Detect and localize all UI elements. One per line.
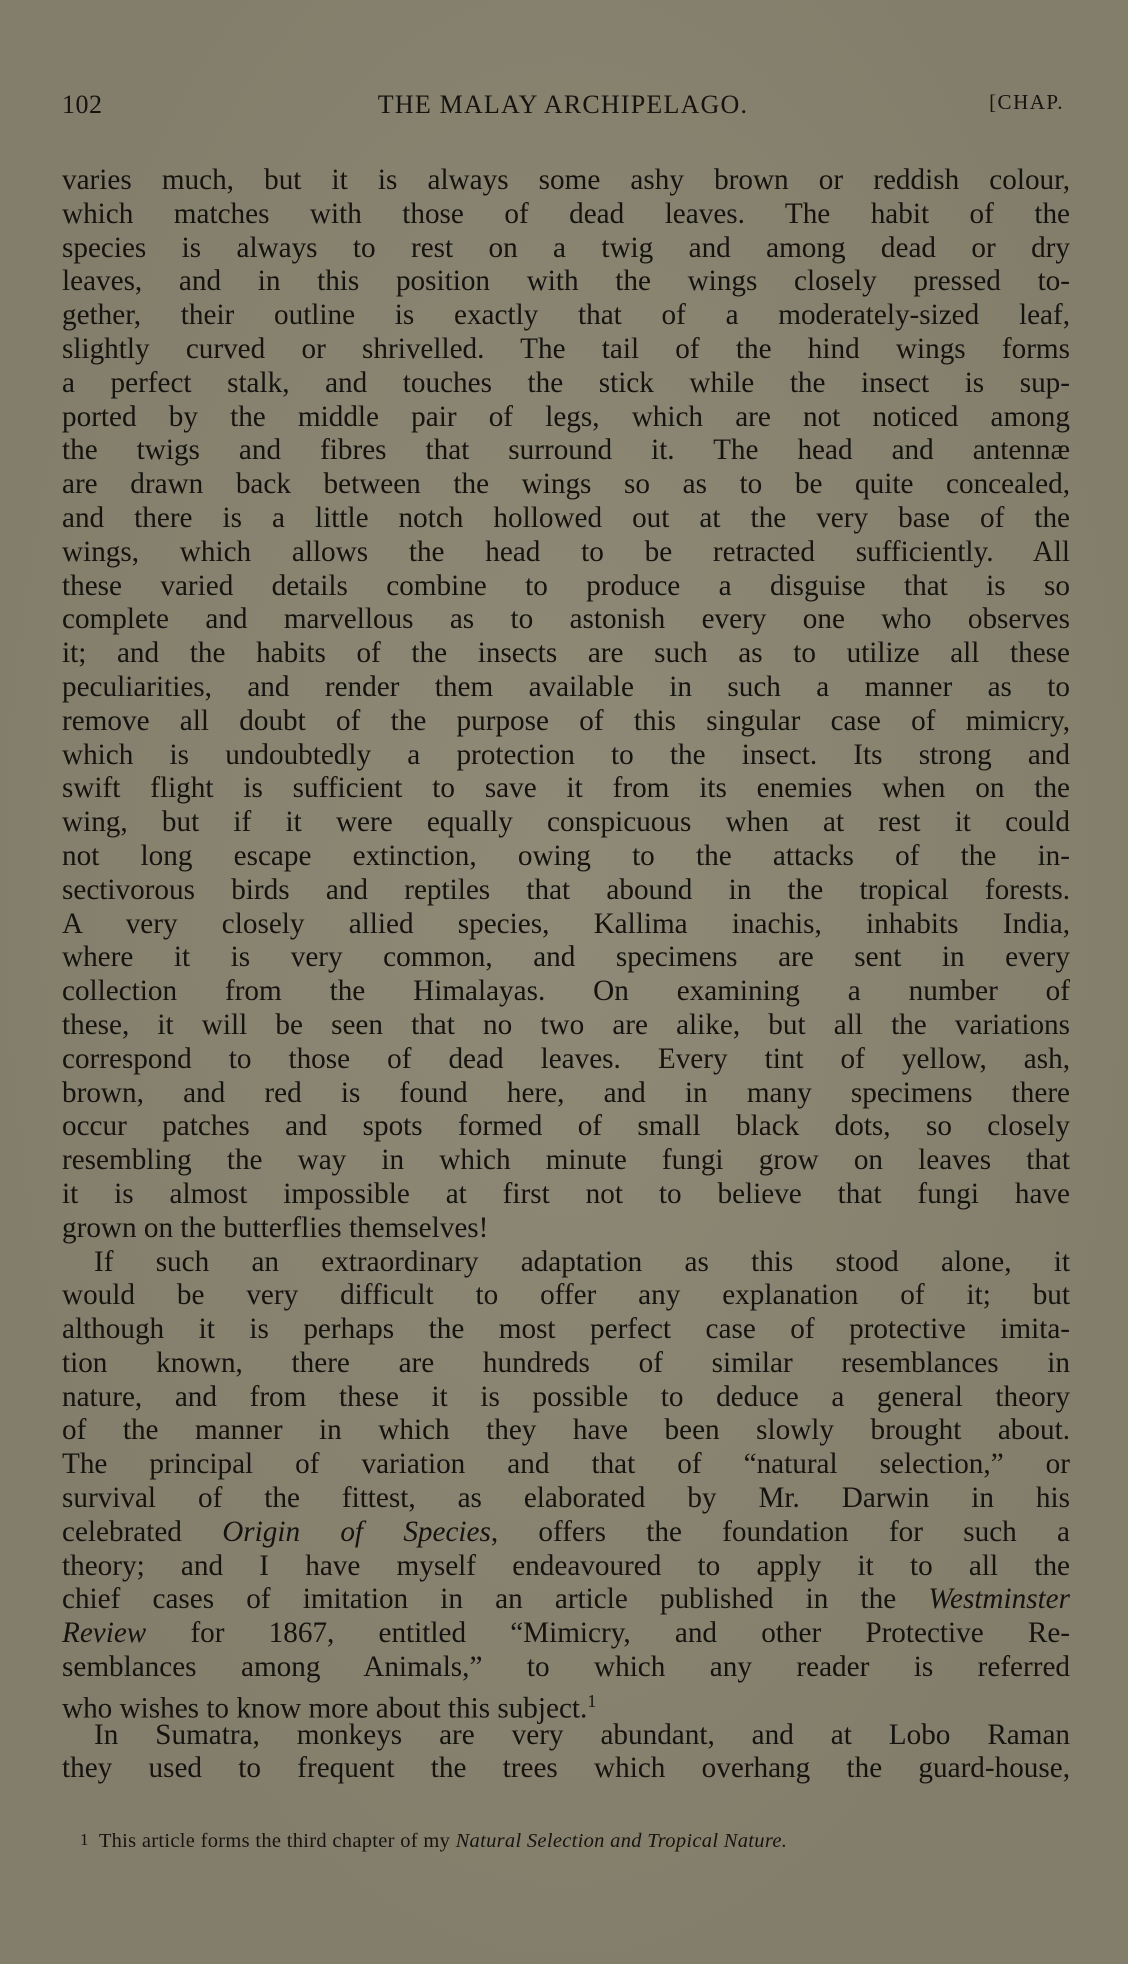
text-line: slightly curved or shrivelled. The tail of the hind wings forms [62,332,1070,365]
text-line: remove all doubt of the purpose of this singular case of mimicry, [62,704,1070,737]
journal-title-review: Review [62,1617,147,1650]
text-line: these, it will be seen that no two are alike, but all the variations [62,1008,1070,1041]
footnote-mark: 1 [80,1830,89,1849]
text-line: collection from the Himalayas. On examining a number of [62,975,1070,1008]
text-line: correspond to those of dead leaves. Every tint of yellow, ash, [62,1042,1070,1075]
footnote-reference: 1 [587,1690,597,1711]
text-segment: who wishes to know more about this subject. [62,1692,588,1725]
text-segment: , offers the foundation for such a [490,1515,1070,1548]
running-head [62,90,1064,130]
text-line [62,1685,1070,1725]
text-line: wings, which allows the head to be retracted sufficiently. All [62,535,1070,568]
text-line: although it is perhaps the most perfect case of protective imita- [62,1313,1070,1346]
page-number: 102 [62,90,103,119]
text-line: wing, but if it were equally conspicuous when at rest it could [62,806,1070,839]
footnote [80,1830,1070,1853]
text-line: In Sumatra, monkeys are very abundant, and at Lobo Raman [94,1718,1070,1751]
text-line: nature, and from these it is possible to deduce a general theory [62,1380,1070,1413]
text-line: a perfect stalk, and touches the stick while the insect is sup- [62,366,1070,399]
text-line: of the manner in which they have been slowly brought about. [62,1414,1070,1447]
text-line: sectivorous birds and reptiles that abound in the tropical forests. [62,873,1070,906]
text-line: complete and marvellous as to astonish every one who observes [62,603,1070,636]
text-line [62,1583,1070,1617]
text-line: ported by the middle pair of legs, which are not noticed among [62,400,1070,433]
text-line: occur patches and spots formed of small black dots, so closely [62,1110,1070,1143]
text-line: If such an extraordinary adaptation as this stood alone, it [94,1245,1070,1278]
chapter-mark: [CHAP. [989,90,1064,114]
text-line: gether, their outline is exactly that of a moderately-sized leaf, [62,299,1070,332]
text-line: are drawn back between the wings so as to be quite concealed, [62,468,1070,501]
text-segment: celebrated [62,1515,182,1548]
text-line: species is always to rest on a twig and among dead or dry [62,231,1070,264]
journal-title-westminster: Westminster [928,1583,1070,1616]
text-line: semblances among Animals,” to which any reader is referred [62,1651,1070,1684]
text-line: swift flight is sufficient to save it from its enemies when on the [62,772,1070,805]
body-text [62,164,1070,1786]
text-line [62,1617,1070,1651]
text-line: resembling the way in which minute fungi grow on leaves that [62,1144,1070,1177]
book-title-origin-of-species: Origin of Species [222,1515,491,1548]
text-line: The principal of variation and that of “natural selection,” or [62,1448,1070,1481]
text-segment: for 1867, entitled “Mimicry, and other Protective Re- [146,1617,1070,1650]
text-line [62,1516,1070,1550]
text-line: and there is a little notch hollowed out at the very base of the [62,501,1070,534]
text-line: tion known, there are hundreds of similar resemblances in [62,1346,1070,1379]
text-line: it; and the habits of the insects are such as to utilize all these [62,637,1070,670]
text-line: A very closely allied species, Kallima inachis, inhabits India, [62,907,1070,940]
text-segment: chief cases of imitation in an article published in the [62,1583,897,1616]
footnote-text: This article forms the third chapter of my [98,1830,451,1852]
text-line: not long escape extinction, owing to the attacks of the in- [62,839,1070,872]
text-line: brown, and red is found here, and in many specimens there [62,1076,1070,1109]
text-line: varies much, but it is always some ashy brown or reddish colour, [62,164,1070,196]
text-line: survival of the fittest, as elaborated by Mr. Darwin in his [62,1482,1070,1515]
running-title: THE MALAY ARCHIPELAGO. [377,90,749,119]
text-line: which matches with those of dead leaves. The habit of the [62,197,1070,230]
text-line: they used to frequent the trees which overhang the guard-house, [62,1752,1070,1785]
text-line: where it is very common, and specimens are sent in every [62,941,1070,974]
text-line: the twigs and fibres that surround it. The head and antennæ [62,434,1070,467]
text-line: peculiarities, and render them available in such a manner as to [62,670,1070,703]
text-line: these varied details combine to produce a disguise that is so [62,569,1070,602]
text-line: would be very difficult to offer any explanation of it; but [62,1279,1070,1312]
text-line: leaves, and in this position with the wings closely pressed to- [62,265,1070,298]
text-line: theory; and I have myself endeavoured to apply it to all the [62,1549,1070,1582]
text-line: which is undoubtedly a protection to the insect. Its strong and [62,738,1070,771]
text-line: it is almost impossible at first not to believe that fungi have [62,1177,1070,1210]
text-line: grown on the butterflies themselves! [62,1211,489,1244]
footnote-book-title: Natural Selection and Tropical Nature. [455,1830,788,1852]
